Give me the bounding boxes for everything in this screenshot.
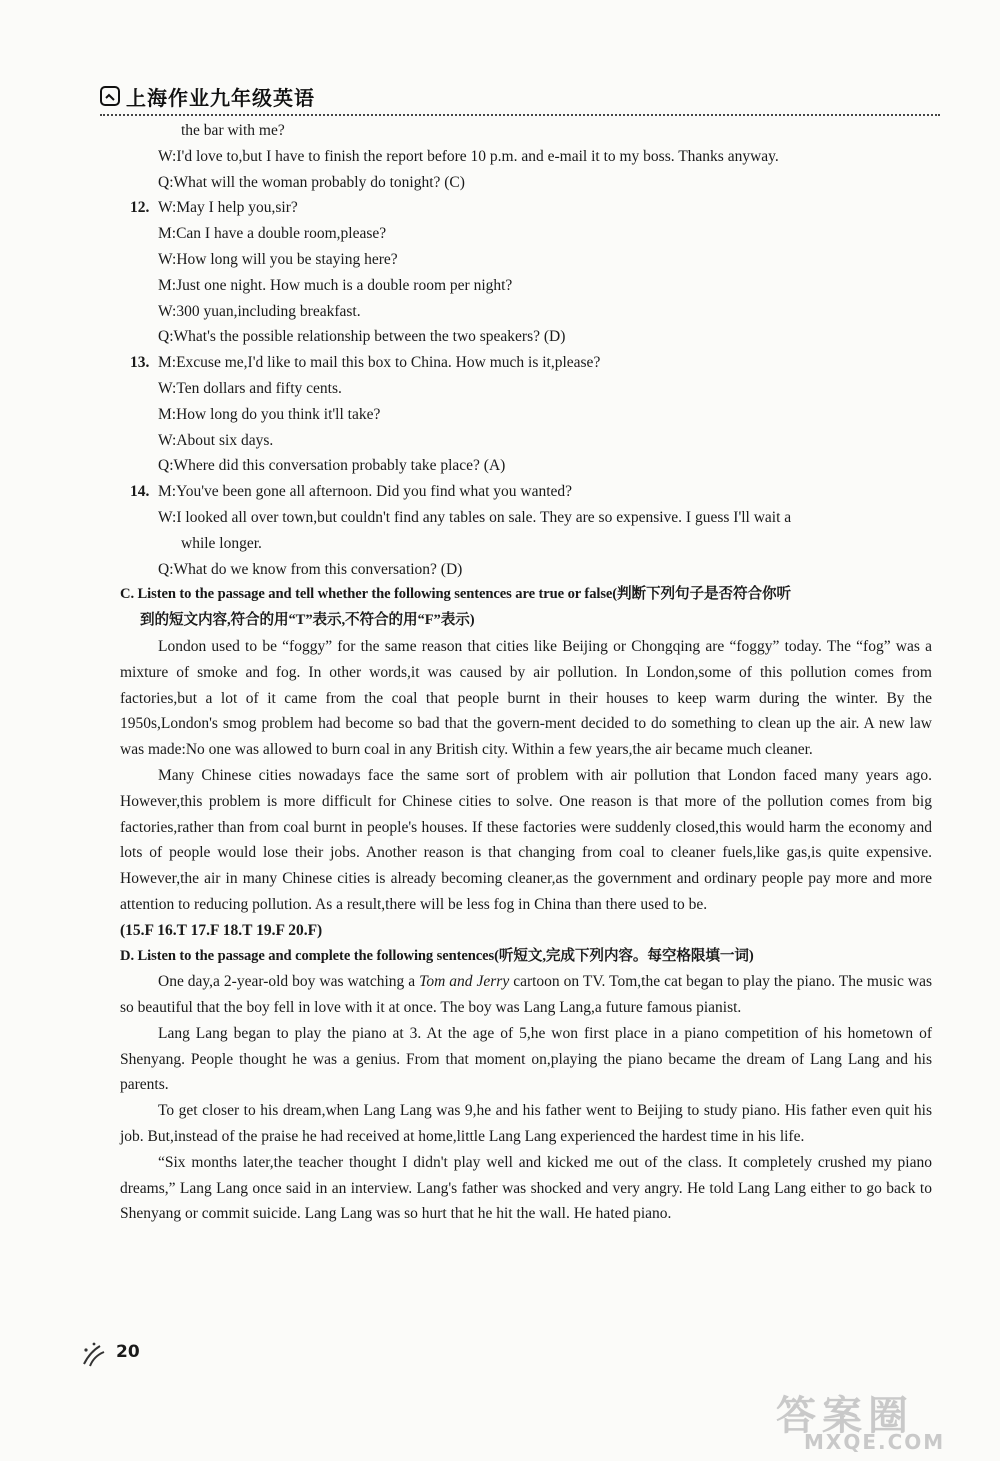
section-c-passage xyxy=(120,634,932,918)
dialog-text: M:You've been gone all afternoon. Did you find what you wanted? xyxy=(158,483,573,501)
passage-paragraph: Many Chinese cities nowadays face the same sort of problem with air pollution that London faced many years ago. However,this problem is more difficult for Chinese cities to solve. One reason is that more of the pollution comes from big factories,rather than from coal burnt in people's houses. If these factories were suddenly closed,this would harm the economy and lots of people would lose their jobs. Another reason is that changing from coal to cleaner fuels,like gas,is quite expensive. However,the air in many Chinese cities is already becoming cleaner,as the government and ordinary people pay more and more attention to reducing pollution. As a result,there will be less fog in China than there used to be. xyxy=(120,766,932,913)
dialog-line xyxy=(120,350,932,376)
dialog-line xyxy=(120,324,932,350)
dialog-text: W:How long will you be staying here? xyxy=(158,250,398,268)
dialog-text: W:I'd love to,but I have to finish the report before 10 p.m. and e-mail it to my boss. Thanks anyway. xyxy=(158,147,779,165)
magnifier-logo-icon xyxy=(100,86,120,106)
dialog-line xyxy=(120,505,932,531)
dialog-line xyxy=(120,531,932,557)
dialog-text: W:Ten dollars and fifty cents. xyxy=(158,379,342,397)
page-content xyxy=(120,118,932,1227)
item-number: 14. xyxy=(130,483,150,501)
section-d-passage xyxy=(120,969,932,1227)
dialog-text: W:I looked all over town,but couldn't find any tables on sale. They are so expensive. I guess I'll wait a xyxy=(158,508,792,526)
page-footer xyxy=(80,1338,160,1368)
dialog-text: Q:What will the woman probably do tonight? (C) xyxy=(158,173,465,191)
dialog-line xyxy=(120,170,932,196)
passage-paragraph: London used to be “foggy” for the same reason that cities like Beijing or Chongqing are “foggy” today. The “fog” was a mixture of smoke and fog. In other words,it was caused by air pollution. In London,some of this pollution comes from factories,but a lot of it came from the coal that people burnt in their houses to keep warm during the winter. By the 1950s,London's smog problem had become so bad that the govern-ment decided to do something to clean up the air. A new law was made:No one was allowed to burn coal in any British city. Within a few years,the air became much cleaner. xyxy=(120,637,932,759)
section-c-heading: C. Listen to the passage and tell whether the following sentences are true or false(判断下列句子是否符合你听 xyxy=(120,586,791,603)
dialog-text: W:About six days. xyxy=(158,431,274,449)
dialog-line xyxy=(120,402,932,428)
site-watermark xyxy=(760,1384,990,1454)
dialog-text: M:How long do you think it'll take? xyxy=(158,405,381,423)
watermark-domain: MXQE.COM xyxy=(804,1430,946,1454)
dialog-text: W:May I help you,sir? xyxy=(158,199,298,217)
watermark-logo-text: 答案圈 xyxy=(776,1393,914,1439)
dialog-line xyxy=(120,195,932,221)
dialog-text: the bar with me? xyxy=(181,122,285,139)
dialog-text: while longer. xyxy=(181,534,262,552)
book-title: 上海作业九年级英语 xyxy=(126,86,315,110)
passage-paragraph: Lang Lang began to play the piano at 3. At the age of 5,he won first place in a piano competition of his hometown of Shenyang. People thought he was a genius. From that moment on,playing the piano became the dream of Lang Lang and his parents. xyxy=(120,1024,932,1094)
header-divider xyxy=(100,114,940,116)
dialog-text: Q:Where did this conversation probably take place? (A) xyxy=(158,457,506,475)
dialog-line xyxy=(120,428,932,454)
dialog-text: M:Excuse me,I'd like to mail this box to China. How much is it,please? xyxy=(158,354,601,372)
leaf-ornament-icon xyxy=(80,1338,116,1368)
page-number: 20 xyxy=(116,1342,140,1362)
dialog-text: M:Just one night. How much is a double room per night? xyxy=(158,276,513,294)
dialog-line xyxy=(120,221,932,247)
dialog-line xyxy=(120,376,932,402)
item-number: 12. xyxy=(130,199,150,217)
dialog-line xyxy=(120,273,932,299)
dialog-text: W:300 yuan,including breakfast. xyxy=(158,302,361,320)
dialog-section xyxy=(120,118,932,582)
passage-paragraph: “Six months later,the teacher thought I didn't play well and kicked me out of the class. It completely crushed my piano dreams,” Lang Lang once said in an interview. Lang's father was shocked and very angry. He told Lang Lang either to go back to Shenyang or commit suicide. Lang Lang was so hurt that he hit the wall. He hated piano. xyxy=(120,1153,932,1223)
dialog-line xyxy=(120,144,932,170)
item-number: 13. xyxy=(130,354,150,372)
dialog-line xyxy=(120,299,932,325)
section-d-heading: D. Listen to the passage and complete the following sentences(听短文,完成下列内容。每空格限填一词) xyxy=(120,947,754,964)
section-c-answers: (15.F 16.T 17.F 18.T 19.F 20.F) xyxy=(120,921,323,939)
passage-paragraph: To get closer to his dream,when Lang Lang was 9,he and his father went to Beijing to study piano. His father even quit his job. But,instead of the praise he had received at home,little Lang Lang experienced the hardest time in his life. xyxy=(120,1102,932,1146)
dialog-line xyxy=(120,453,932,479)
page-header xyxy=(100,80,940,116)
dialog-text: M:Can I have a double room,please? xyxy=(158,225,387,243)
dialog-line xyxy=(120,247,932,273)
section-c-heading-cont: 到的短文内容,符合的用“T”表示,不符合的用“F”表示) xyxy=(140,612,475,629)
dialog-line xyxy=(120,118,932,144)
dialog-text: Q:What do we know from this conversation? (D) xyxy=(158,560,463,578)
dialog-text: Q:What's the possible relationship between the two speakers? (D) xyxy=(158,328,566,346)
dialog-line xyxy=(120,557,932,583)
passage-paragraph: One day,a 2-year-old boy was watching a Tom and Jerry cartoon on TV. Tom,the cat began to play the piano. The music was so beautiful that the boy fell in love with it at once. The boy was Lang Lang,a future famous pianist. xyxy=(120,973,932,1017)
dialog-line xyxy=(120,479,932,505)
